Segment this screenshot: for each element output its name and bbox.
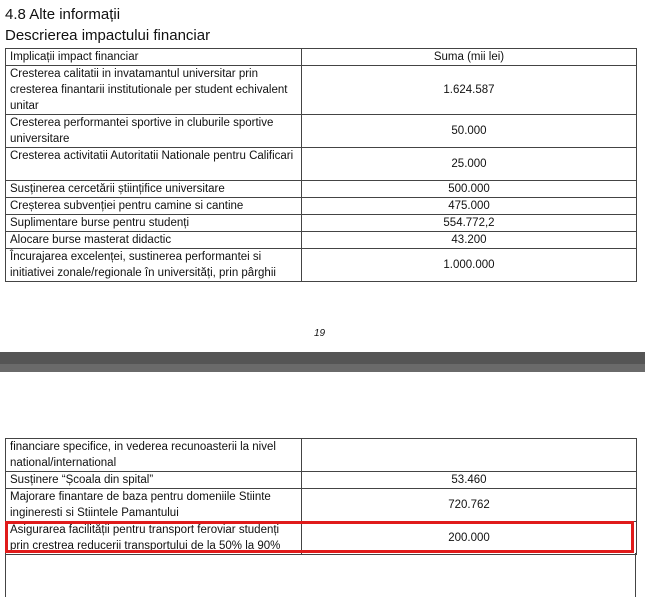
row-label: Cresterea performantei sportive in cluburile sportive universitare <box>6 115 302 148</box>
row-value <box>302 439 637 472</box>
table-row <box>6 148 637 181</box>
table-row <box>6 232 637 249</box>
table-row <box>6 66 637 115</box>
row-value: 500.000 <box>302 181 637 198</box>
table-row <box>6 115 637 148</box>
row-label: Susținere “Școala din spital” <box>6 472 302 489</box>
row-label: Cresterea activitatii Autoritatii Nationale pentru Calificari <box>6 148 302 181</box>
section-heading: 4.8 Alte informații <box>5 6 121 23</box>
row-value: 50.000 <box>302 115 637 148</box>
row-value: 53.460 <box>302 472 637 489</box>
section-subtitle: Descrierea impactului financiar <box>5 27 211 44</box>
row-label: Susținerea cercetării științifice universitare <box>6 181 302 198</box>
table-row <box>6 489 637 522</box>
header-implications: Implicații impact financiar <box>6 49 302 66</box>
row-value: 200.000 <box>302 522 637 555</box>
row-label: Încurajarea excelenței, sustinerea performantei si initiativei zonale/regionale în universități, prin pârghii <box>6 249 302 282</box>
row-value: 43.200 <box>302 232 637 249</box>
row-label: Asigurarea facilității pentru transport feroviar studenți prin crestrea reducerii transportului de la 50% la 90% <box>6 522 302 555</box>
page-number: 19 <box>314 328 326 339</box>
row-label: Cresterea calitatii in invatamantul universitar prin cresterea finantarii institutionale per student echivalent unitar <box>6 66 302 115</box>
table-row <box>6 439 637 472</box>
row-value: 554.772,2 <box>302 215 637 232</box>
table-header-row <box>6 49 637 66</box>
row-label: Suplimentare burse pentru studenți <box>6 215 302 232</box>
row-value: 720.762 <box>302 489 637 522</box>
page-break-separator <box>0 352 645 364</box>
table-row <box>6 181 637 198</box>
row-value: 475.000 <box>302 198 637 215</box>
row-label: Creșterea subvenției pentru camine si cantine <box>6 198 302 215</box>
row-value: 1.000.000 <box>302 249 637 282</box>
table-row <box>6 249 637 282</box>
table-continuation-border <box>5 553 636 597</box>
row-value: 1.624.587 <box>302 66 637 115</box>
row-label: Alocare burse masterat didactic <box>6 232 302 249</box>
page-break-shadow <box>0 364 645 372</box>
financial-impact-table-continued <box>5 438 637 555</box>
row-label: Majorare finantare de baza pentru domeniile Stiinte ingineresti si Stiintele Pamantului <box>6 489 302 522</box>
table-row <box>6 198 637 215</box>
row-value: 25.000 <box>302 148 637 181</box>
table-row <box>6 472 637 489</box>
row-label: financiare specifice, in vederea recunoasterii la nivel national/international <box>6 439 302 472</box>
table-row-highlighted <box>6 522 637 555</box>
financial-impact-table <box>5 48 637 282</box>
table-row <box>6 215 637 232</box>
header-amount: Suma (mii lei) <box>302 49 637 66</box>
